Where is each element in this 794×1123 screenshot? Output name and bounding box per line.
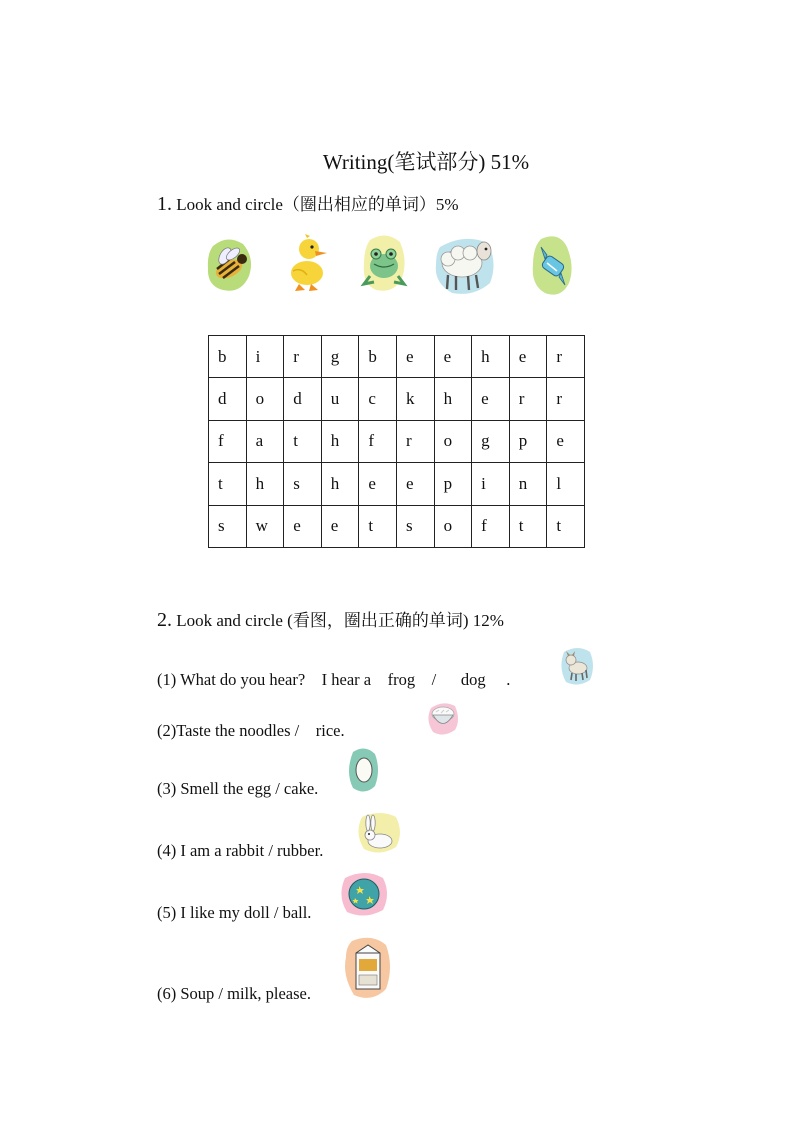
grid-cell[interactable]: p xyxy=(509,420,547,462)
grid-cell[interactable]: t xyxy=(509,505,547,547)
word-search-grid xyxy=(208,335,585,548)
ball-icon xyxy=(339,870,389,918)
grid-cell[interactable]: s xyxy=(209,505,247,547)
grid-cell[interactable]: u xyxy=(321,378,359,420)
grid-cell[interactable]: e xyxy=(509,336,547,378)
grid-cell[interactable]: e xyxy=(359,463,397,505)
grid-cell[interactable]: r xyxy=(547,336,585,378)
section-2-heading xyxy=(157,606,504,632)
grid-cell[interactable]: s xyxy=(396,505,434,547)
grid-cell[interactable]: w xyxy=(246,505,284,547)
grid-cell[interactable]: l xyxy=(547,463,585,505)
frog-icon xyxy=(360,232,408,294)
duck-icon xyxy=(285,233,330,295)
grid-cell[interactable]: e xyxy=(284,505,322,547)
grid-cell[interactable]: h xyxy=(434,378,472,420)
grid-cell[interactable]: r xyxy=(509,378,547,420)
grid-cell[interactable]: e xyxy=(321,505,359,547)
question-2: (2)Taste the noodles / rice. xyxy=(157,721,345,740)
grid-cell[interactable]: c xyxy=(359,378,397,420)
grid-row xyxy=(209,463,585,505)
question-1: (1) What do you hear? I hear a frog / dog . xyxy=(157,670,511,689)
grid-cell[interactable]: t xyxy=(284,420,322,462)
rice-bowl-icon xyxy=(427,700,459,736)
grid-cell[interactable]: f xyxy=(209,420,247,462)
grid-cell[interactable]: i xyxy=(472,463,510,505)
grid-cell[interactable]: f xyxy=(472,505,510,547)
grid-cell[interactable]: e xyxy=(434,336,472,378)
grid-cell[interactable]: f xyxy=(359,420,397,462)
grid-cell[interactable]: n xyxy=(509,463,547,505)
grid-cell[interactable]: t xyxy=(547,505,585,547)
sheep-icon xyxy=(434,233,496,296)
section-2-number: 2. xyxy=(157,609,172,631)
question-5: (5) I like my doll / ball. xyxy=(157,903,312,922)
grid-cell[interactable]: o xyxy=(246,378,284,420)
grid-cell[interactable]: r xyxy=(284,336,322,378)
dog-icon xyxy=(560,646,594,686)
grid-cell[interactable]: r xyxy=(396,420,434,462)
grid-cell[interactable]: h xyxy=(321,420,359,462)
grid-cell[interactable]: a xyxy=(246,420,284,462)
grid-cell[interactable]: h xyxy=(321,463,359,505)
grid-row xyxy=(209,378,585,420)
sweet-icon xyxy=(531,233,573,297)
grid-cell[interactable]: i xyxy=(246,336,284,378)
grid-cell[interactable]: o xyxy=(434,505,472,547)
grid-cell[interactable]: t xyxy=(359,505,397,547)
question-6: (6) Soup / milk, please. xyxy=(157,984,311,1003)
grid-cell[interactable]: g xyxy=(472,420,510,462)
milk-carton-icon xyxy=(344,935,392,1001)
question-4: (4) I am a rabbit / rubber. xyxy=(157,841,324,860)
grid-row xyxy=(209,336,585,378)
rabbit-icon xyxy=(356,809,402,855)
egg-icon xyxy=(347,746,379,794)
grid-row xyxy=(209,420,585,462)
section-1-number: 1. xyxy=(157,193,172,215)
grid-cell[interactable]: r xyxy=(547,378,585,420)
grid-cell[interactable]: e xyxy=(396,336,434,378)
grid-cell[interactable]: o xyxy=(434,420,472,462)
grid-cell[interactable]: p xyxy=(434,463,472,505)
section-2-text: Look and circle (看图，圈出正确的单词) 12% xyxy=(176,611,504,630)
page-title: Writing(笔试部分) 51% xyxy=(322,150,530,174)
grid-cell[interactable]: g xyxy=(321,336,359,378)
grid-cell[interactable]: e xyxy=(472,378,510,420)
grid-cell[interactable]: t xyxy=(209,463,247,505)
grid-cell[interactable]: k xyxy=(396,378,434,420)
grid-cell[interactable]: e xyxy=(396,463,434,505)
grid-cell[interactable]: h xyxy=(472,336,510,378)
grid-cell[interactable]: b xyxy=(209,336,247,378)
section-1-heading xyxy=(157,190,459,216)
grid-cell[interactable]: b xyxy=(359,336,397,378)
section-1-text: Look and circle（圈出相应的单词）5% xyxy=(176,195,459,214)
grid-cell[interactable]: d xyxy=(284,378,322,420)
bee-icon xyxy=(205,236,255,294)
grid-cell[interactable]: h xyxy=(246,463,284,505)
question-3: (3) Smell the egg / cake. xyxy=(157,779,319,798)
grid-cell[interactable]: d xyxy=(209,378,247,420)
grid-row xyxy=(209,505,585,547)
grid-cell[interactable]: e xyxy=(547,420,585,462)
grid-cell[interactable]: s xyxy=(284,463,322,505)
